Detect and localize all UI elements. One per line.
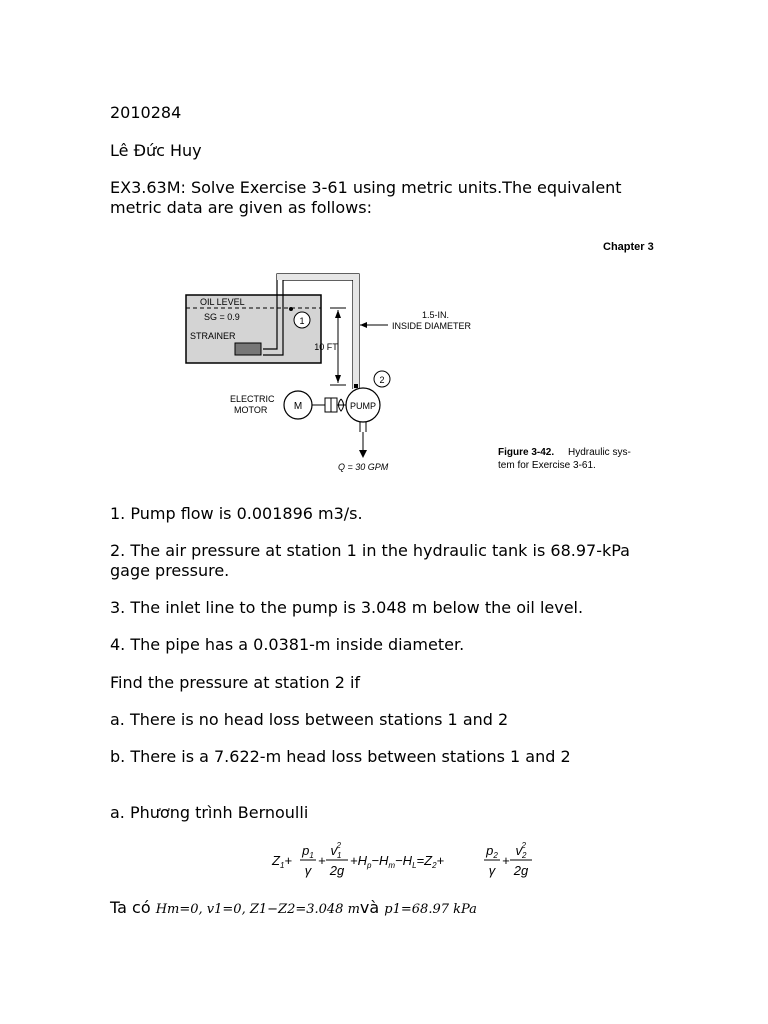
- pump-label: PUMP: [349, 401, 377, 411]
- specific-gravity-label: SG = 0.9: [204, 312, 240, 322]
- part-a: a. There is no head loss between stations 1 and 2: [110, 710, 509, 729]
- station-2-label: 2: [379, 375, 385, 385]
- svg-text:p1: $p_1$: [302, 843, 314, 860]
- student-id: 2010284: [110, 103, 182, 122]
- svg-text:γ: γ: [304, 863, 312, 878]
- svg-text:γ: γ: [488, 863, 496, 878]
- svg-text:+: +: [318, 853, 326, 868]
- motor-label-line1: ELECTRIC: [230, 394, 275, 404]
- given-prefix: Ta có: [110, 898, 151, 917]
- item-2: 2. The air pressure at station 1 in the hydraulic tank is 68.97-kPa gage pressure.: [110, 541, 630, 580]
- bernoulli-equation: [270, 835, 550, 885]
- figure-caption-label: Figure 3-42.: [498, 447, 555, 458]
- hydraulic-system-figure: [170, 232, 670, 482]
- height-arrow-down: [335, 375, 341, 383]
- strainer: [235, 343, 261, 355]
- height-arrow-up: [335, 310, 341, 318]
- station-1-point: [289, 307, 293, 311]
- station-2-point: [354, 384, 358, 388]
- student-name: Lê Đức Huy: [110, 141, 202, 160]
- height-label: 10 FT: [314, 342, 338, 352]
- svg-text:p2: $p_2$: [486, 843, 498, 860]
- given-and: và: [359, 898, 380, 917]
- given-p1: p1=68.97 kPa: [384, 902, 477, 917]
- diameter-arrow-head: [360, 322, 367, 328]
- svg-text:2g: 2g: [329, 863, 345, 878]
- figure-caption-line2: tem for Exercise 3-61.: [498, 460, 596, 471]
- diameter-label-line2: INSIDE DIAMETER: [392, 321, 472, 331]
- svg-text:v22: $v_22$: [515, 841, 527, 860]
- svg-text:+: +: [502, 853, 510, 868]
- flow-arrow-icon: [359, 450, 367, 458]
- figure-caption-line1: Hydraulic sys-: [568, 447, 631, 458]
- strainer-label: STRAINER: [190, 331, 236, 341]
- item-1: 1. Pump flow is 0.001896 m3/s.: [110, 504, 363, 523]
- item-3: 3. The inlet line to the pump is 3.048 m below the oil level.: [110, 598, 584, 617]
- station-1-label: 1: [299, 316, 305, 326]
- svg-text:Z1+: $Z_1+$: [272, 853, 292, 870]
- diameter-label-line1: 1.5-IN.: [422, 310, 450, 320]
- oil-level-label: OIL LEVEL: [200, 297, 245, 307]
- svg-text:2g: 2g: [513, 863, 529, 878]
- exercise-intro: EX3.63M: Solve Exercise 3-61 using metric units.The equivalent metric data are given as follows:: [110, 178, 622, 217]
- part-b: b. There is a 7.622-m head loss between stations 1 and 2: [110, 747, 571, 766]
- item-4: 4. The pipe has a 0.0381-m inside diameter.: [110, 635, 465, 654]
- motor-label-line2: MOTOR: [234, 405, 268, 415]
- chapter-label: Chapter 3: [603, 241, 654, 253]
- svg-text:v12: $v_12$: [330, 841, 342, 860]
- motor-symbol: M: [293, 401, 303, 412]
- given-conditions: Hm=0, v1=0, Z1−Z2=3.048 m: [155, 902, 360, 917]
- given-values: [110, 898, 670, 920]
- question: Find the pressure at station 2 if: [110, 673, 361, 692]
- solution-heading: a. Phương trình Bernoulli: [110, 803, 309, 822]
- svg-text:+Hp−Hm−HL=Z2+: $+H_p-H_m-H_L=Z_2+$: [350, 853, 445, 870]
- flow-label: Q = 30 GPM: [338, 462, 389, 472]
